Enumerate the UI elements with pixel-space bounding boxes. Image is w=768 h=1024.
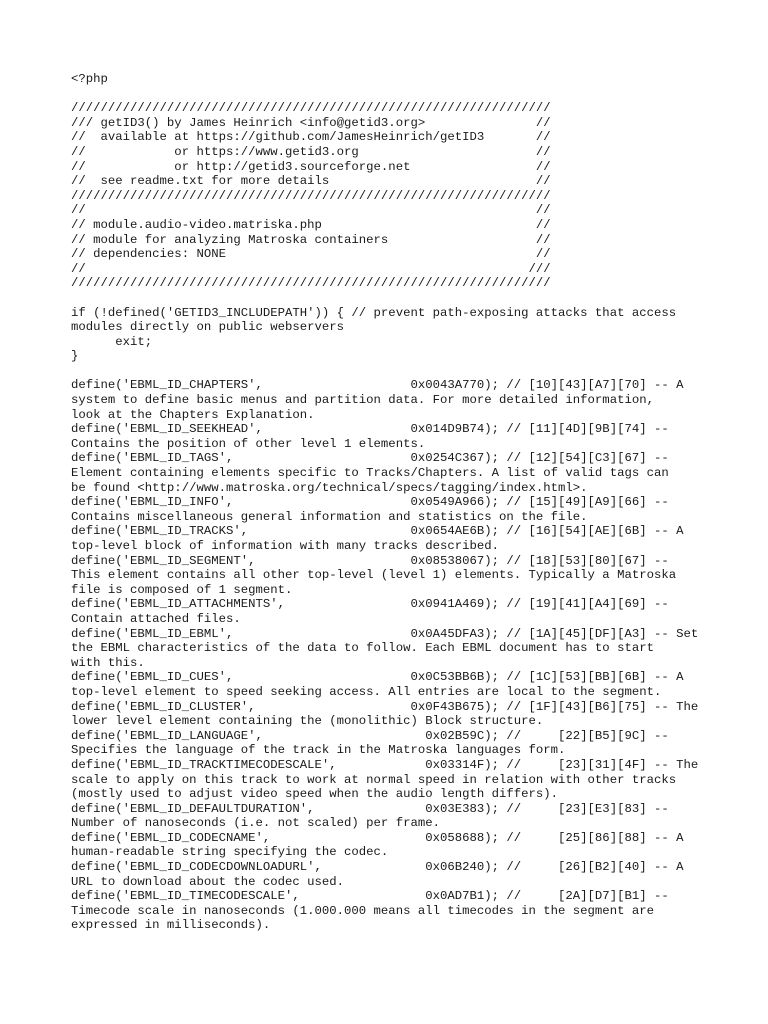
php-open-tag: <?php bbox=[71, 72, 108, 86]
include-guard-block: if (!defined('GETID3_INCLUDEPATH')) { // prevent path-exposing attacks that access modules directly on public webservers exit; } bbox=[71, 305, 677, 364]
spacer bbox=[71, 291, 751, 306]
document-page bbox=[71, 72, 751, 933]
spacer bbox=[71, 364, 751, 379]
spacer bbox=[71, 87, 751, 102]
ebml-define-list: define('EBML_ID_CHAPTERS', 0x0043A770); // [10][43][A7][70] -- A system to define basic menus and partition data. For more detailed information, look at the Chapters Explanation. define('EBML_ID_SEEKHEAD', 0x014D9B74); // [11][4D][9B][74] -- Contains the position of other level 1 elements. define('EBML_ID_TAGS', 0x0254C367); // [12][54][C3][67] -- Element containing elements specific to Tracks/Chapters. A list of valid tags can be found <http://www.matroska.org/technical/specs/tagging/index.html>. define('EBML_ID_INFO', 0x0549A966); // [15][49][A9][66] -- Contains miscellaneous general information and statistics on the file. define('EBML_ID_TRACKS', 0x0654AE6B); // [16][54][AE][6B] -- A top-level block of information with many tracks described. define('EBML_ID_SEGMENT', 0x08538067); // [18][53][80][67] -- This element contains all other top-level (level 1) elements. Typically a Matroska file is composed of 1 segment. define('EBML_ID_ATTACHMENTS', 0x0941A469); // [19][41][A4][69] -- Contain attached files. define('EBML_ID_EBML', 0x0A45DFA3); // [1A][45][DF][A3] -- Set the EBML characteristics of the data to follow. Each EBML document has to start with this. define('EBML_ID_CUES', 0x0C53BB6B); // [1C][53][BB][6B] -- A top-level element to speed seeking access. All entries are local to the segment. define('EBML_ID_CLUSTER', 0x0F43B675); // [1F][43][B6][75] -- The lower level element containing the (monolithic) Block structure. define('EBML_ID_LANGUAGE', 0x02B59C); // [22][B5][9C] -- Specifies the language of the track in the Matroska languages form. define('EBML_ID_TRACKTIMECODESCALE', 0x03314F); // [23][31][4F] -- The scale to apply on this track to work at normal speed in relation with other tracks (mostly used to adjust video speed when the audio length differs). define('EBML_ID_DEFAULTDURATION', 0x03E383); // [23][E3][83] -- Number of nanoseconds (i.e. not scaled) per frame. define('EBML_ID_CODECNAME', 0x058688); // [25][86][88] -- A human-readable string specifying the codec. define('EBML_ID_CODECDOWNLOADURL', 0x06B240); // [26][B2][40] -- A URL to download about the codec used. define('EBML_ID_TIMECODESCALE', 0x0AD7B1); // [2A][D7][B1] -- Timecode scale in nanoseconds (1.000.000 means all timecodes in the segment are expressed in milliseconds). bbox=[71, 378, 699, 933]
file-header-comment: ///////////////////////////////////////////////////////////////// /// getID3() by James Heinrich <info@getid3.org> // // available at https://github.com/JamesHeinrich/getID3 // // or https://www.getid3.org // // or http://getid3.sourceforge.net // // see readme.txt for more details // ///////////////////////////////////////////////////////////////// // // // module.audio-video.matriska.php // // module for analyzing Matroska containers // // dependencies: NONE // // /// ///////////////////////////////////////////////////////////////// bbox=[71, 101, 551, 291]
